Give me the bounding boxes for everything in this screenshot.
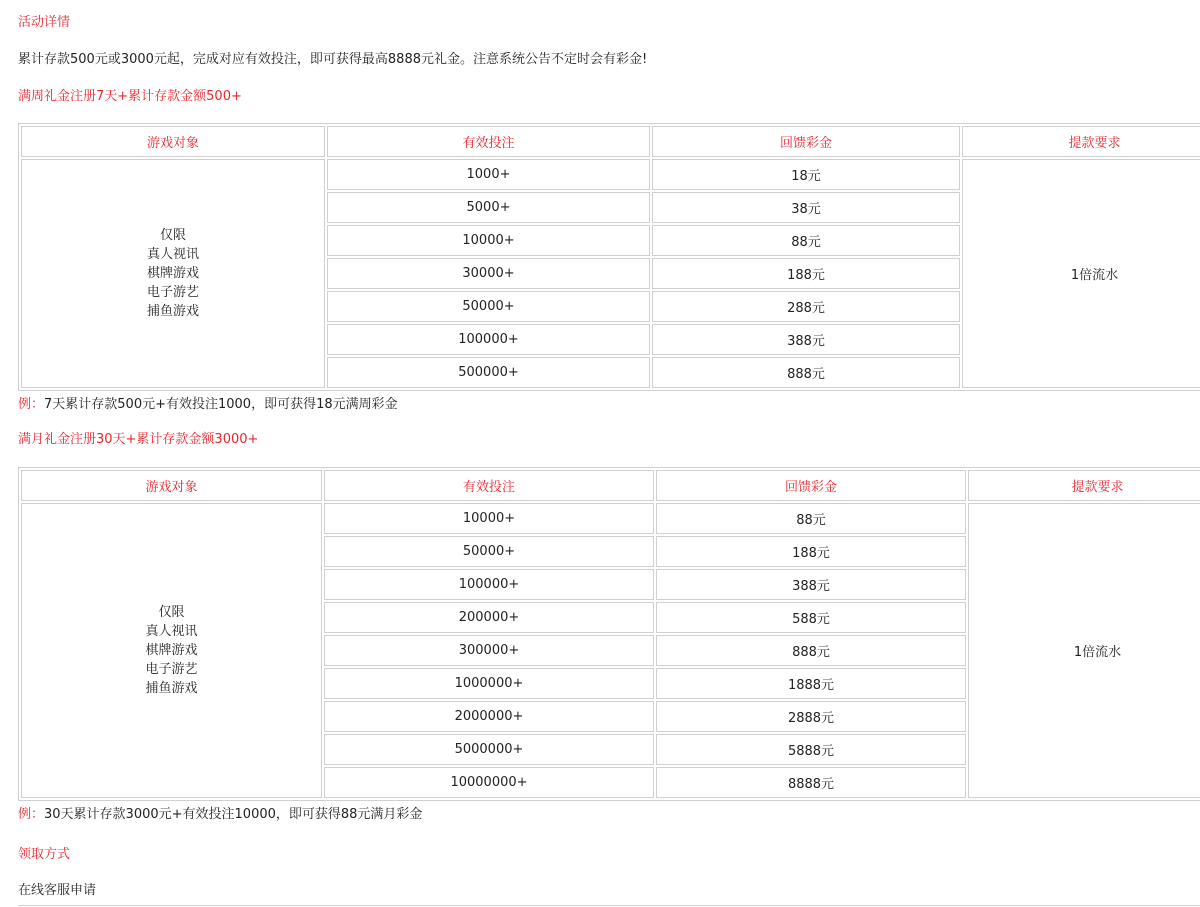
header-withdraw-req: 提款要求 (962, 126, 1200, 157)
bet-cell: 500000+ (327, 357, 650, 388)
table-row (21, 503, 1200, 534)
example-text: 7天累计存款500元+有效投注1000，即可获得18元满周彩金 (44, 397, 398, 412)
bonus-cell: 88元 (656, 503, 966, 534)
bonus-cell: 388元 (656, 569, 966, 600)
bet-cell: 10000+ (327, 225, 650, 256)
example-label: 例： (18, 807, 45, 822)
bonus-cell: 588元 (656, 602, 966, 633)
header-withdraw-req: 提款要求 (968, 470, 1200, 501)
header-valid-bet: 有效投注 (324, 470, 654, 501)
bet-cell: 1000+ (327, 159, 650, 190)
header-game-object: 游戏对象 (21, 470, 322, 501)
weekly-example (18, 396, 398, 414)
bonus-cell: 5888元 (656, 734, 966, 765)
header-bonus: 回馈彩金 (652, 126, 960, 157)
bet-cell: 50000+ (324, 536, 654, 567)
bet-cell: 100000+ (327, 324, 650, 355)
object-item: 仅限 (158, 605, 185, 620)
example-label: 例： (18, 397, 45, 412)
object-item: 电子游艺 (145, 662, 198, 677)
example-text: 30天累计存款3000元+有效投注10000，即可获得88元满月彩金 (44, 807, 423, 822)
bottom-divider (18, 905, 1200, 906)
bonus-cell: 38元 (652, 192, 960, 223)
bet-cell: 5000000+ (324, 734, 654, 765)
bonus-cell: 88元 (652, 225, 960, 256)
withdraw-req-cell: 1倍流水 (968, 503, 1200, 798)
bet-cell: 10000+ (324, 503, 654, 534)
monthly-bonus-table (18, 467, 1200, 801)
bet-cell: 300000+ (324, 635, 654, 666)
object-item: 电子游艺 (146, 285, 199, 300)
object-item: 棋牌游戏 (146, 266, 199, 281)
header-bonus: 回馈彩金 (656, 470, 966, 501)
bet-cell: 100000+ (324, 569, 654, 600)
bonus-cell: 888元 (652, 357, 960, 388)
weekly-bonus-table (18, 123, 1200, 391)
game-object-cell (21, 159, 325, 388)
object-item: 捕鱼游戏 (145, 681, 198, 696)
bonus-cell: 188元 (652, 258, 960, 289)
withdraw-req-cell: 1倍流水 (962, 159, 1200, 388)
bet-cell: 10000000+ (324, 767, 654, 798)
bet-cell: 5000+ (327, 192, 650, 223)
claim-title: 领取方式 (18, 847, 71, 862)
section-title: 活动详情 (18, 15, 71, 30)
header-valid-bet: 有效投注 (327, 126, 650, 157)
table-row (21, 159, 1200, 190)
bonus-cell: 888元 (656, 635, 966, 666)
bet-cell: 200000+ (324, 602, 654, 633)
bonus-cell: 288元 (652, 291, 960, 322)
monthly-example (18, 806, 422, 824)
bet-cell: 50000+ (327, 291, 650, 322)
object-item: 真人视讯 (146, 247, 199, 262)
bonus-cell: 2888元 (656, 701, 966, 732)
bet-cell: 30000+ (327, 258, 650, 289)
intro-text: 累计存款500元或3000元起，完成对应有效投注，即可获得最高8888元礼金。注意系统公告不定时会有彩金! (18, 52, 648, 67)
bonus-cell: 8888元 (656, 767, 966, 798)
bet-cell: 2000000+ (324, 701, 654, 732)
bonus-cell: 1888元 (656, 668, 966, 699)
bonus-cell: 388元 (652, 324, 960, 355)
object-item: 仅限 (159, 228, 186, 243)
bet-cell: 1000000+ (324, 668, 654, 699)
object-item: 真人视讯 (145, 624, 198, 639)
header-game-object: 游戏对象 (21, 126, 325, 157)
bonus-cell: 188元 (656, 536, 966, 567)
object-item: 棋牌游戏 (145, 643, 198, 658)
game-object-cell (21, 503, 322, 798)
bonus-cell: 18元 (652, 159, 960, 190)
object-item: 捕鱼游戏 (146, 304, 199, 319)
table-header-row (21, 126, 1200, 157)
claim-text: 在线客服申请 (18, 883, 97, 898)
monthly-title: 满月礼金注册30天+累计存款金额3000+ (18, 432, 259, 447)
table-header-row (21, 470, 1200, 501)
weekly-title: 满周礼金注册7天+累计存款金额500+ (18, 89, 242, 104)
